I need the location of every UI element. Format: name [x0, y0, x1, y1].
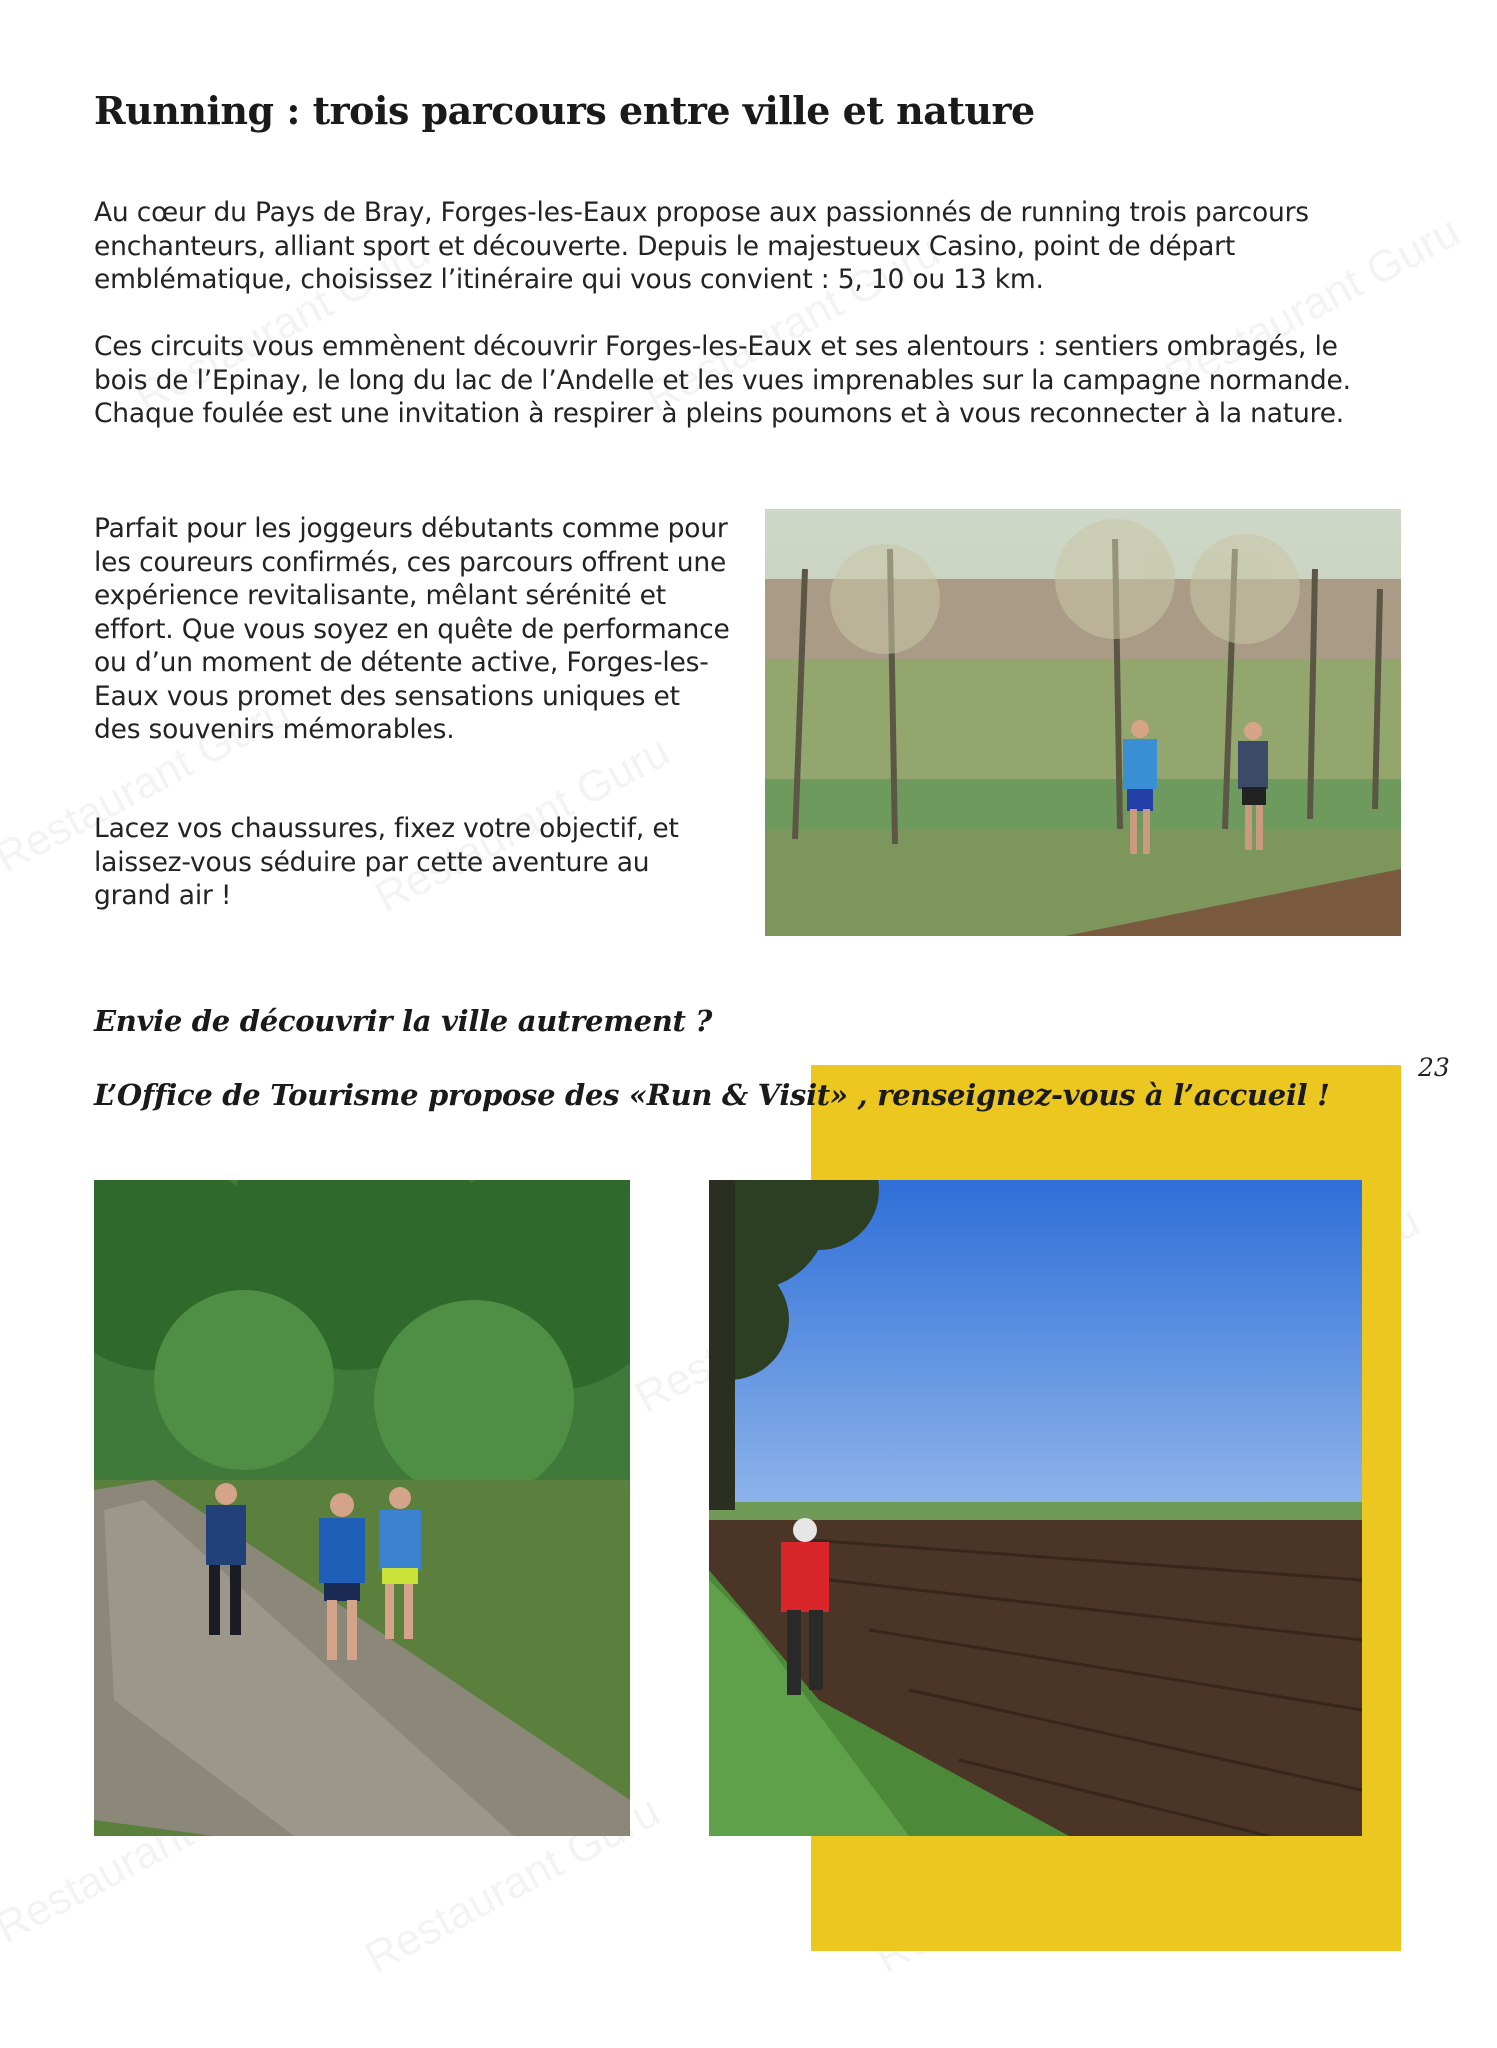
intro-paragraph: Ces circuits vous emmènent découvrir Forges-les-Eaux et ses alentours : sentiers ombragés, le bois de l’Epinay, le long du lac de l’Andelle et les vues imprenables sur la campagne normande. Chaque foulée est une invitation à respirer à pleins poumons et à vous reconnecter à la nature.	[94, 331, 1351, 429]
cta-question: Envie de découvrir la ville autrement ?	[94, 1004, 713, 1038]
photo-forest-trail	[94, 1180, 630, 1836]
photo-field-runners	[765, 509, 1401, 936]
photo-ploughed-field	[709, 1180, 1362, 1836]
cta-run-visit: L’Office de Tourisme propose des «Run & Visit» , renseignez-vous à l’accueil !	[94, 1078, 1330, 1112]
page-title: Running : trois parcours entre ville et nature	[94, 88, 1035, 133]
side-paragraph: Lacez vos chaussures, fixez votre objectif, et laissez-vous séduire par cette aventure au grand air !	[94, 813, 679, 911]
page-number: 23	[1418, 1053, 1450, 1082]
intro-paragraph: Au cœur du Pays de Bray, Forges-les-Eaux propose aux passionnés de running trois parcours enchanteurs, alliant sport et découverte. Depuis le majestueux Casino, point de départ emblématique, choisissez l’itinéraire qui vous convient : 5, 10 ou 13 km.	[94, 197, 1309, 295]
side-paragraph: Parfait pour les joggeurs débutants comme pour les coureurs confirmés, ces parcours offrent une expérience revitalisante, mêlant sérénité et effort. Que vous soyez en quête de performance ou d’un moment de détente active, Forges-les-Eaux vous promet des sensations uniques et des souvenirs mémorables.	[94, 513, 730, 745]
